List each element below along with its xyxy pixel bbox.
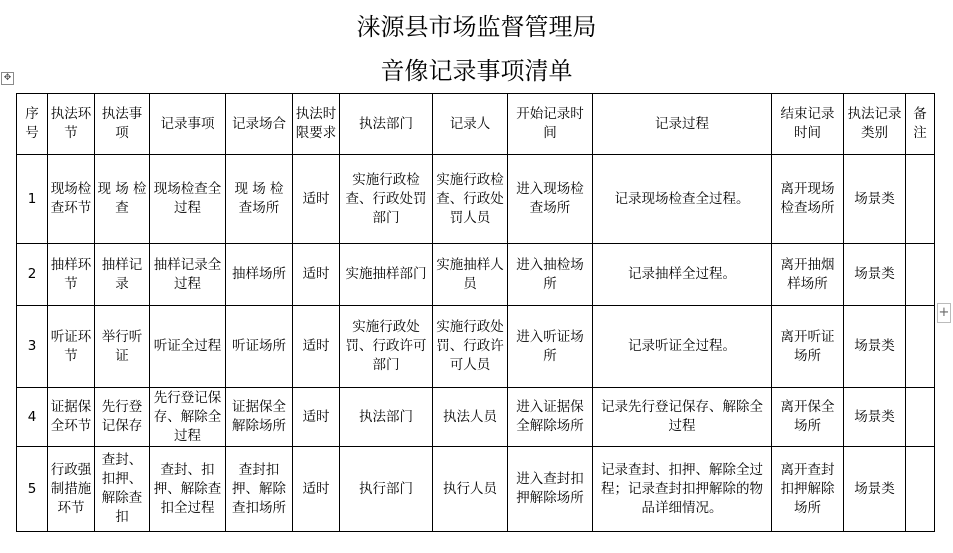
table-cell: 适时 [293, 388, 340, 447]
table-cell: 现 场 检查场所 [226, 155, 293, 244]
table-cell: 离开保全场所 [772, 388, 844, 447]
table-cell: 离开现场检查场所 [772, 155, 844, 244]
table-row [17, 155, 935, 244]
table-cell: 离开听证场所 [772, 306, 844, 388]
table-cell: 3 [17, 306, 48, 388]
table-cell: 进入查封扣押解除场所 [508, 447, 593, 532]
table-cell: 实施行政处罚、行政许可人员 [433, 306, 508, 388]
table-cell: 执法人员 [433, 388, 508, 447]
table-cell: 适时 [293, 155, 340, 244]
header-cell: 执法记录类别 [844, 94, 906, 155]
table-cell: 实施抽样部门 [340, 244, 433, 306]
table-cell: 现场检查全过程 [150, 155, 226, 244]
table-cell: 实施抽样人员 [433, 244, 508, 306]
table-cell: 举行听证 [95, 306, 150, 388]
header-cell: 记录人 [433, 94, 508, 155]
table-cell: 场景类 [844, 306, 906, 388]
table-cell: 离开抽烟样场所 [772, 244, 844, 306]
table-header-row [17, 94, 935, 155]
table-cell: 进入听证场所 [508, 306, 593, 388]
table-cell: 4 [17, 388, 48, 447]
table-cell: 行政强制措施环节 [48, 447, 95, 532]
table-cell: 记录现场检查全过程。 [593, 155, 772, 244]
table-cell: 实施行政处罚、行政许可部门 [340, 306, 433, 388]
header-cell: 备注 [906, 94, 935, 155]
table-cell [906, 447, 935, 532]
table-cell: 适时 [293, 447, 340, 532]
table-cell: 听证环节 [48, 306, 95, 388]
header-cell: 记录过程 [593, 94, 772, 155]
table-cell [906, 306, 935, 388]
table-cell: 证据保全环节 [48, 388, 95, 447]
table-row [17, 244, 935, 306]
table-cell: 实施行政检查、行政处罚人员 [433, 155, 508, 244]
table-cell: 抽样环节 [48, 244, 95, 306]
table-cell: 适时 [293, 306, 340, 388]
table-cell: 抽样记录全过程 [150, 244, 226, 306]
header-cell: 结束记录时间 [772, 94, 844, 155]
header-cell: 记录场合 [226, 94, 293, 155]
table-cell: 实施行政检查、行政处罚部门 [340, 155, 433, 244]
header-cell: 执法时限要求 [293, 94, 340, 155]
table-cell: 记录先行登记保存、解除全过程 [593, 388, 772, 447]
table-cell: 先行登记保存 [95, 388, 150, 447]
table-cell: 现场检查环节 [48, 155, 95, 244]
table-cell: 进入现场检查场所 [508, 155, 593, 244]
table-row [17, 388, 935, 447]
table-cell: 进入证据保全解除场所 [508, 388, 593, 447]
table-cell [906, 388, 935, 447]
page-subtitle: 音像记录事项清单 [380, 57, 573, 85]
table-cell: 记录查封、扣押、解除全过程；记录查封扣押解除的物品详细情况。 [593, 447, 772, 532]
table-cell: 记录抽样全过程。 [593, 244, 772, 306]
table-cell: 场景类 [844, 155, 906, 244]
header-cell: 执法事项 [95, 94, 150, 155]
table-cell: 查封、扣押、解除查扣 [95, 447, 150, 532]
table-cell: 场景类 [844, 388, 906, 447]
table-cell: 适时 [293, 244, 340, 306]
table-cell: 查封扣押、解除查扣场所 [226, 447, 293, 532]
table-cell: 先行登记保存、解除全过程 [150, 388, 226, 447]
table-move-handle-icon[interactable]: ✥ [1, 72, 14, 85]
table-cell: 听证全过程 [150, 306, 226, 388]
add-column-icon[interactable]: + [937, 303, 951, 323]
table-cell: 1 [17, 155, 48, 244]
table-cell: 场景类 [844, 244, 906, 306]
table-cell: 现 场 检查 [95, 155, 150, 244]
table-row [17, 306, 935, 388]
table-cell: 执行人员 [433, 447, 508, 532]
table-cell: 场景类 [844, 447, 906, 532]
table-cell: 进入抽检场所 [508, 244, 593, 306]
table-cell: 离开查封扣押解除场所 [772, 447, 844, 532]
table-cell: 记录听证全过程。 [593, 306, 772, 388]
table-cell: 证据保全解除场所 [226, 388, 293, 447]
table-row [17, 447, 935, 532]
header-cell: 记录事项 [150, 94, 226, 155]
table-cell: 抽样场所 [226, 244, 293, 306]
table-cell: 抽样记录 [95, 244, 150, 306]
table-cell [906, 244, 935, 306]
table-cell: 执法部门 [340, 388, 433, 447]
page-title: 涞源县市场监督管理局 [356, 13, 597, 41]
table-cell: 执行部门 [340, 447, 433, 532]
header-cell: 执法环节 [48, 94, 95, 155]
header-cell: 序号 [17, 94, 48, 155]
table-cell: 听证场所 [226, 306, 293, 388]
table-cell: 5 [17, 447, 48, 532]
header-cell: 执法部门 [340, 94, 433, 155]
record-table [16, 93, 935, 532]
table-cell: 2 [17, 244, 48, 306]
header-cell: 开始记录时间 [508, 94, 593, 155]
table-cell [906, 155, 935, 244]
table-cell: 查封、扣押、解除查扣全过程 [150, 447, 226, 532]
